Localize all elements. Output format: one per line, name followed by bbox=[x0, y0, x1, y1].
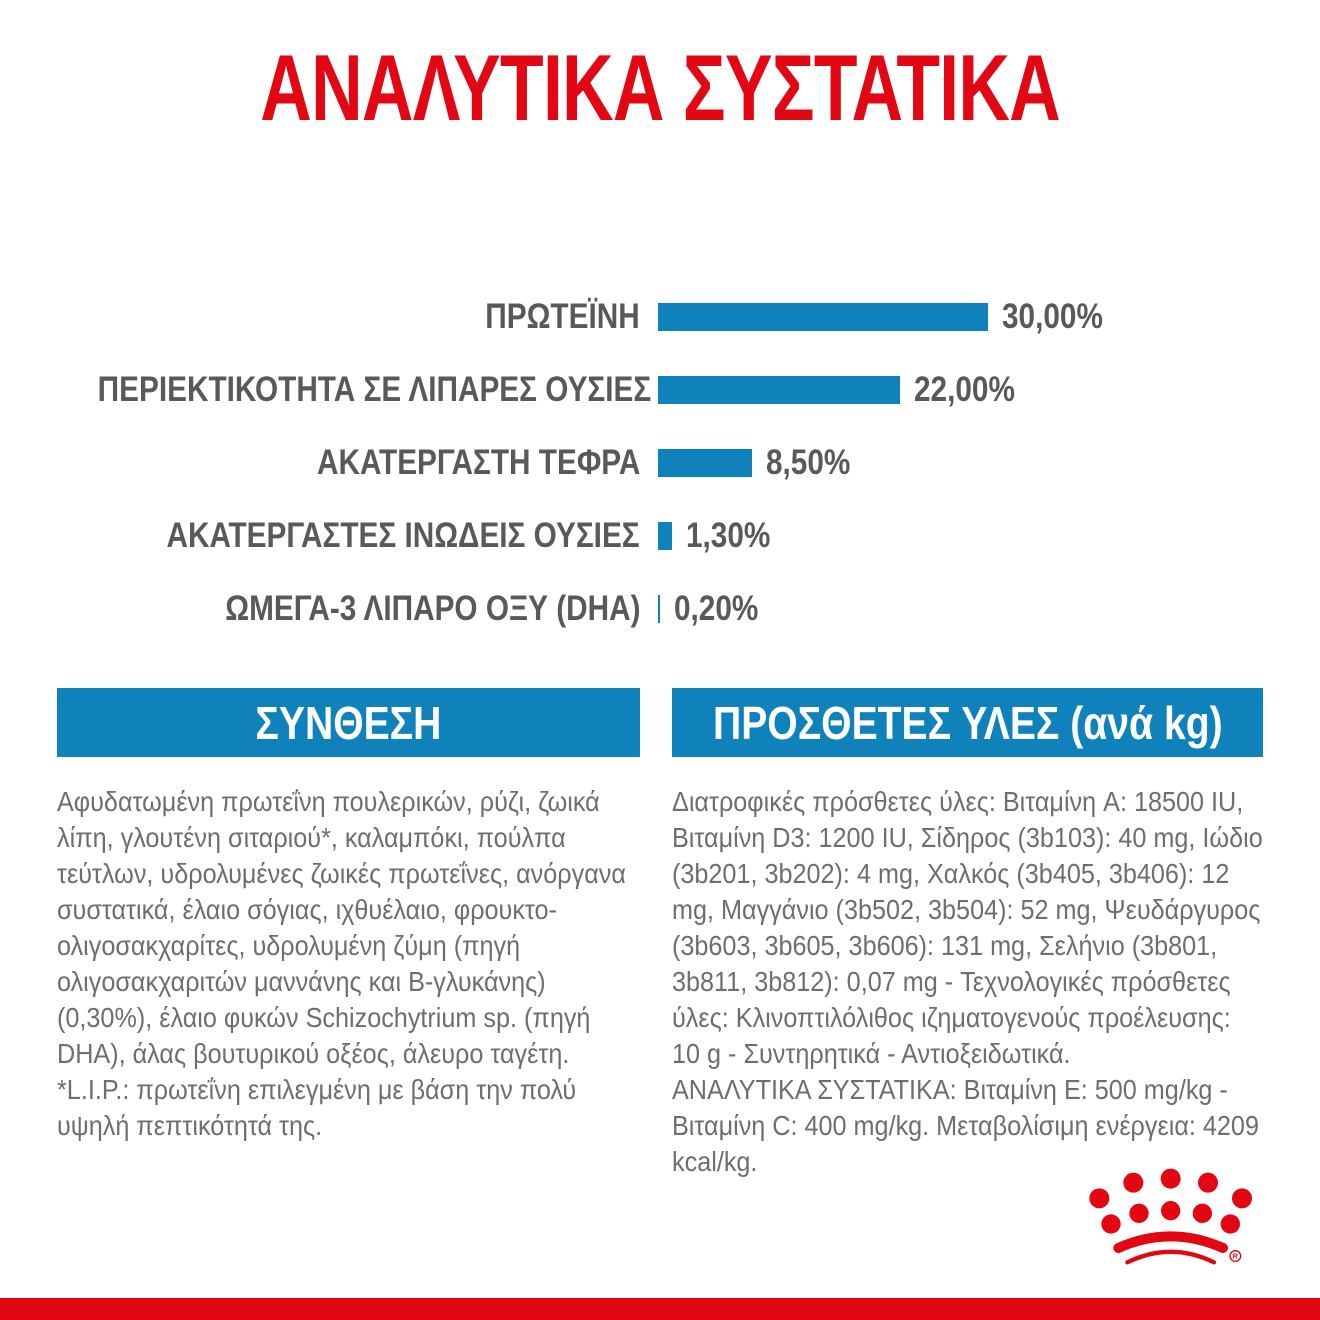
info-columns bbox=[57, 688, 1263, 1180]
lip-note: *L.I.P.: πρωτεΐνη επιλεγμένη με βάση την πολύ υψηλή πεπτικότητά της. bbox=[57, 1074, 577, 1141]
additives-section bbox=[672, 688, 1263, 1180]
value-label-text: 0,20% bbox=[674, 588, 759, 628]
crown-arc-thin bbox=[1127, 1252, 1214, 1263]
value-bar bbox=[658, 303, 988, 331]
value-label bbox=[914, 370, 1033, 410]
value-label bbox=[674, 589, 773, 629]
royal-canin-crown-logo bbox=[1080, 1163, 1270, 1275]
category-label bbox=[0, 589, 640, 629]
category-label-text: ΩΜΕΓΑ-3 ΛΙΠΑΡΟ ΟΞΥ (DHA) bbox=[224, 588, 640, 628]
crown-arc-thick bbox=[1118, 1236, 1223, 1248]
chart-row bbox=[0, 353, 1320, 426]
category-label-text: ΠΡΩΤΕΪΝΗ bbox=[485, 296, 640, 336]
crown-dots bbox=[1089, 1169, 1252, 1234]
category-label-text: ΑΚΑΤΕΡΓΑΣΤΗ ΤΕΦΡΑ bbox=[316, 442, 640, 482]
additives-text: Διατροφικές πρόσθετες ύλες: Βιταμίνη A: 18500 IU, Βιταμίνη D3: 1200 IU, Σίδηρος (3b103): 40 mg, Ιώδιο (3b201, 3b202): 4 mg, Χαλκός (3b405, 3b406): 12 mg, Μαγγάνιο (3b502, 3b504): 52 mg, Ψευδάργυρος (3b603, 3b605, 3b606): 131 mg, Σελήνιο (3b801, 3b811, 3b812): 0,07 mg - Τεχνολογικές πρόσθετες ύλες: Κλινοπτιλόλιθος ιζηματογενούς προέλευσης: 10 g - Συντηρητικά - Αντιοξειδωτικά. bbox=[672, 786, 1263, 1069]
chart-row bbox=[0, 572, 1320, 645]
analytical-constituents-chart bbox=[0, 280, 1320, 645]
composition-header: ΣΥΝΘΕΣΗ bbox=[57, 688, 640, 757]
category-label-text: ΑΚΑΤΕΡΓΑΣΤΕΣ ΙΝΩΔΕΙΣ ΟΥΣΙΕΣ bbox=[166, 515, 640, 555]
svg-text:R: R bbox=[1232, 1251, 1238, 1261]
additives-body bbox=[672, 784, 1263, 1180]
category-label-text: ΠΕΡΙΕΚΤΙΚΟΤΗΤΑ ΣΕ ΛΙΠΑΡΕΣ ΟΥΣΙΕΣ bbox=[97, 369, 652, 409]
value-bar bbox=[658, 595, 660, 623]
value-label bbox=[766, 443, 865, 483]
value-bar bbox=[658, 449, 752, 477]
composition-section bbox=[57, 688, 640, 1180]
category-label bbox=[0, 516, 640, 556]
value-label bbox=[1002, 297, 1121, 337]
composition-body bbox=[57, 784, 640, 1144]
value-label-text: 8,50% bbox=[765, 442, 850, 482]
registered-trademark-icon bbox=[1230, 1251, 1241, 1262]
chart-row bbox=[0, 280, 1320, 353]
value-label bbox=[686, 516, 785, 556]
value-label-text: 30,00% bbox=[1002, 296, 1103, 336]
footer-red-strip bbox=[0, 1298, 1320, 1320]
additives-header: ΠΡΟΣΘΕΤΕΣ ΥΛΕΣ (ανά kg) bbox=[672, 688, 1263, 757]
category-label bbox=[0, 443, 640, 483]
category-label bbox=[0, 369, 652, 410]
value-bar bbox=[658, 376, 900, 404]
composition-text: Αφυδατωμένη πρωτεΐνη πουλερικών, ρύζι, ζωικά λίπη, γλουτένη σιταριού*, καλαμπόκι, πούλπα τεύτλων, υδρολυμένες ζωικές πρωτεΐνες, ανόργανα συστατικά, έλαιο σόγιας, ιχθυέλαιο, φρουκτο-ολιγοσακχαρίτες, υδρολυμένη ζύμη (πηγή ολιγοσακχαριτών μαννάνης και Β-γλυκάνης) (0,30%), έλαιο φυκών Schizochytrium sp. (πηγή DHA), άλας βουτυρικού οξέος, άλευρο ταγέτη. bbox=[57, 786, 626, 1069]
page-title: ΑΝΑΛΥΤΙΚΑ ΣΥΣΤΑΤΙΚΑ bbox=[260, 35, 1060, 140]
chart-row bbox=[0, 499, 1320, 572]
analytical-note: ΑΝΑΛΥΤΙΚΑ ΣΥΣΤΑΤΙΚΑ: Βιταμίνη E: 500 mg/kg - Βιταμίνη C: 400 mg/kg. Μεταβολίσιμη ενέργεια: 4209 kcal/kg. bbox=[672, 1074, 1259, 1177]
value-label-text: 1,30% bbox=[686, 515, 771, 555]
category-label bbox=[0, 297, 640, 337]
chart-row bbox=[0, 426, 1320, 499]
value-bar bbox=[658, 522, 672, 550]
value-label-text: 22,00% bbox=[914, 369, 1015, 409]
